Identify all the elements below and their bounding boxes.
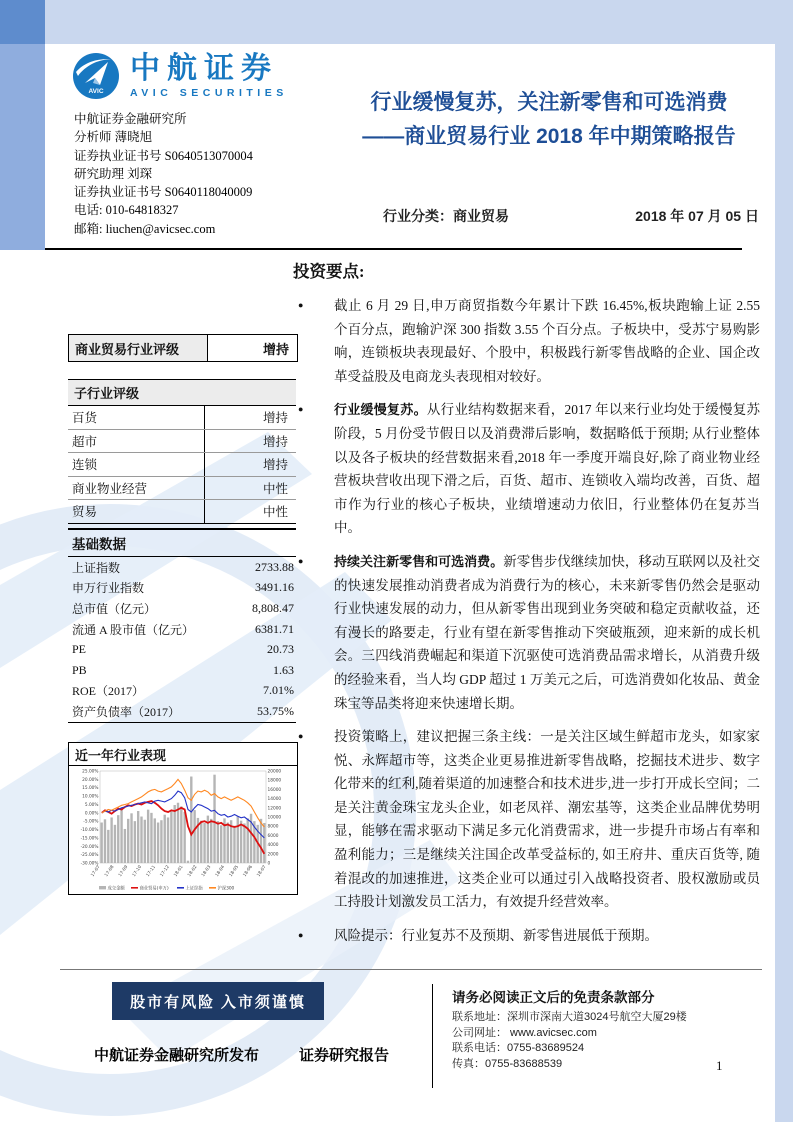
brand-name-en: AVIC SECURITIES: [130, 86, 288, 99]
analyst-line: 证券执业证书号 S0640513070004: [74, 148, 253, 163]
bullet-text: 投资策略上，建议把握三条主线：一是关注区域生鲜超市龙头，如家家悦、永辉超市等，这类企业更易推进新零售战略，挖掘技术进步、数字化带来的红利,随着渠道的加速整合和技术进步,进一步打开成长空间；二是关注黄金珠宝龙头企业，如老凤祥、潮宏基等，这类企业品牌优势明显，能够在需求驱动下满足多元化消费需求，进一步提升市场占有率和盈利能力；三是继续关注国企改革受益标的, 如王府井、重庆百货等, 随着混改的加速推进，这类企业可以通过引入战略投资者、股权激励或员工持股计划激发员工活力，有效提升经营效率。: [334, 729, 760, 910]
svg-text:6000: 6000: [267, 833, 279, 839]
analyst-line: 中航证券金融研究所: [74, 112, 187, 126]
svg-text:18-07: 18-07: [256, 864, 268, 878]
svg-text:17-08: 17-08: [104, 864, 116, 878]
row-label: 百货: [68, 406, 205, 429]
svg-text:18-04: 18-04: [214, 864, 227, 878]
table-row: [68, 598, 296, 619]
right-accent-stripe: [775, 44, 793, 1122]
svg-text:0: 0: [267, 861, 271, 867]
svg-text:18-02: 18-02: [187, 864, 199, 878]
svg-text:-10.00%: -10.00%: [80, 828, 99, 834]
header-divider: [45, 248, 742, 250]
sub-industry-rating-table: [68, 379, 296, 524]
bullet-text: 从行业结构数据来看，2017 年以来行业均处于缓慢复苏阶段，5 月份受节假日以及消费滞后影响，数据略低于预期; 从行业整体以及各子板块的经营数据来看,2018 年一季度开端良好,除了商业物业经营板块营收出现下滑之后，百货、超市、连锁收入端均改善，百货、超市作为行业的核心子板块，业绩增速动力依旧，行业整体仍在复苏当中。: [334, 402, 760, 536]
row-label: 连锁: [68, 453, 205, 476]
sub-rating-header: 子行业评级: [68, 379, 296, 406]
performance-chart-panel: [68, 742, 298, 895]
bullet-icon: ●: [298, 300, 304, 310]
svg-text:4000: 4000: [267, 843, 279, 849]
key-points-list: [293, 294, 760, 957]
brand-name-cn: 中航证券: [130, 51, 278, 85]
row-label: PB: [72, 662, 87, 677]
svg-text:18000: 18000: [267, 778, 282, 784]
table-row: [68, 578, 296, 599]
svg-text:-15.00%: -15.00%: [80, 836, 99, 842]
performance-chart: [69, 766, 294, 894]
svg-text:沪深300: 沪深300: [217, 886, 235, 892]
svg-text:16000: 16000: [267, 787, 282, 793]
bullet-icon: ●: [298, 929, 304, 940]
svg-text:8000: 8000: [267, 824, 279, 830]
key-points-heading: 投资要点:: [293, 262, 365, 281]
list-item: [293, 294, 760, 388]
table-row: [68, 453, 296, 477]
row-value: 中性: [262, 481, 288, 496]
svg-text:2000: 2000: [267, 852, 279, 858]
row-label: ROE（2017）: [72, 684, 145, 699]
bullet-text: 风险提示：行业复苏不及预期、新零售进展低于预期。: [334, 927, 658, 943]
row-value: 20.73: [267, 642, 294, 657]
row-value: 增持: [262, 434, 288, 449]
table-row: [68, 557, 296, 578]
bullet-lead: 行业缓慢复苏。: [334, 402, 427, 418]
table-row: [68, 477, 296, 501]
bullet-text: 新零售步伐继续加快，移动互联网以及社交的快速发展推动消费者成为消费行为的核心，未来新零售仍然会是驱动行业快速发展的动力，但从新零售出现到业务突破和稳定贡献收益，还有漫长的路要走，行业有望在新零售推动下突破瓶颈，迎来新的成长机会。三四线消费崛起和渠道下沉驱使可选消费品需求增长，从消费升级的经验来看，当人均 GDP 超过 1 万美元之后，可选消费如化妆品、黄金珠宝等品类将迎来快速增长期。: [334, 553, 760, 711]
analyst-line: 研究助理 刘琛: [74, 166, 153, 181]
row-value: 中性: [262, 505, 288, 520]
list-item: [293, 725, 760, 914]
table-row: [68, 660, 296, 681]
svg-text:5.00%: 5.00%: [84, 802, 99, 808]
svg-text:18-03: 18-03: [201, 864, 213, 878]
svg-text:25.00%: 25.00%: [82, 769, 99, 775]
report-type: 证券研究报告: [299, 1047, 390, 1064]
analyst-info: [74, 110, 319, 238]
svg-text:-25.00%: -25.00%: [80, 853, 99, 859]
row-value: 2733.88: [255, 559, 294, 574]
contact-fax: 传真：0755-83688539: [452, 1057, 563, 1070]
report-title: [325, 86, 773, 154]
table-row: [68, 430, 296, 454]
table-row: [68, 619, 296, 640]
analyst-line: 证券执业证书号 S0640118040009: [74, 185, 253, 200]
disclaimer-note: 请务必阅读正文后的免责条款部分: [452, 990, 655, 1005]
table-row: [68, 681, 296, 702]
svg-text:10000: 10000: [267, 815, 282, 821]
bullet-lead: 持续关注新零售和可选消费。: [334, 553, 504, 569]
report-date: 2018 年 07 月 05 日: [635, 208, 759, 224]
footer-vertical-divider: [432, 984, 433, 1088]
top-accent-bar: [45, 0, 793, 44]
bullet-icon: ●: [298, 404, 304, 415]
page-number: 1: [716, 1058, 723, 1073]
left-accent-stripe: [0, 44, 45, 250]
list-item: [293, 550, 760, 715]
svg-text:20.00%: 20.00%: [82, 777, 99, 783]
svg-text:商业贸易(申万): 商业贸易(申万): [139, 886, 169, 892]
svg-text:20000: 20000: [267, 769, 282, 775]
table-row: [68, 406, 296, 430]
risk-warning-box: 股市有风险 入市须谨慎: [112, 982, 324, 1020]
row-label: PE: [72, 642, 87, 657]
contact-address: 联系地址：深圳市深南大道3024号航空大厦29楼: [452, 1011, 687, 1023]
basic-data-table: [68, 528, 296, 723]
analyst-email: 邮箱: liuchen@avicsec.com: [74, 221, 216, 236]
table-row: [68, 701, 296, 722]
svg-text:17-12: 17-12: [159, 864, 171, 878]
row-value: 1.63: [273, 662, 294, 677]
industry-rating-label: 商业贸易行业评级: [69, 335, 208, 361]
body-footer-divider: [60, 969, 762, 970]
contact-website: 公司网址： www.avicsec.com: [452, 1026, 597, 1039]
row-label: 总市值（亿元）: [72, 601, 157, 616]
row-value: 3491.16: [255, 580, 294, 595]
report-meta-row: [325, 206, 773, 226]
row-value: 53.75%: [257, 703, 294, 718]
row-value: 增持: [262, 458, 288, 473]
chart-title: 近一年行业表现: [69, 743, 297, 766]
row-label: 流通 A 股市值（亿元）: [72, 622, 195, 637]
svg-text:10.00%: 10.00%: [82, 794, 99, 800]
table-bottom-rule: [68, 722, 296, 723]
table-row: [68, 639, 296, 660]
table-row: [68, 500, 296, 524]
bullet-text: 截止 6 月 29 日,申万商贸指数今年累计下跌 16.45%,板块跑输上证 2.55 个百分点，跑输沪深 300 指数 3.55 个百分点。子板块中，受苏宁易购影响，连锁板块表现最好、个股中，积极践行新零售战略的企业、国企改革受益股及电商龙头表现相对较好。: [334, 298, 760, 384]
svg-text:12000: 12000: [267, 806, 282, 812]
corner-accent-block: [0, 0, 45, 44]
report-title-line1: 行业缓慢复苏，关注新零售和可选消费: [370, 91, 728, 114]
row-value: 6381.71: [255, 621, 294, 636]
row-label: 商业物业经营: [68, 477, 205, 500]
row-label: 贸易: [68, 500, 205, 523]
svg-text:-20.00%: -20.00%: [80, 844, 99, 850]
bullet-icon: ●: [298, 555, 304, 566]
row-label: 资产负债率（2017）: [72, 704, 181, 719]
row-label: 申万行业指数: [72, 581, 145, 596]
svg-text:17-09: 17-09: [118, 864, 130, 878]
contact-info: [452, 1010, 687, 1072]
svg-text:成交金额: 成交金额: [107, 886, 125, 892]
svg-text:AVIC: AVIC: [88, 88, 104, 95]
analyst-phone: 电话: 010-64818327: [74, 203, 179, 218]
svg-text:17-11: 17-11: [145, 864, 157, 878]
publisher-name: 中航证券金融研究所发布: [94, 1047, 260, 1064]
publisher-line: [94, 1044, 389, 1065]
avic-logo-icon: [72, 52, 120, 100]
svg-text:上证综指: 上证综指: [185, 886, 203, 892]
svg-text:18-05: 18-05: [228, 864, 240, 878]
industry-rating-value: 增持: [262, 341, 289, 357]
row-label: 上证指数: [72, 560, 121, 575]
bullet-icon: ●: [298, 731, 304, 742]
contact-phone: 联系电话：0755-83689524: [452, 1042, 585, 1054]
svg-text:-5.00%: -5.00%: [83, 819, 99, 825]
svg-text:14000: 14000: [267, 797, 282, 803]
list-item: [293, 398, 760, 540]
svg-text:17-10: 17-10: [131, 864, 144, 878]
report-title-line2: ——商业贸易行业 2018 年中期策略报告: [362, 125, 736, 148]
row-value: 8,808.47: [252, 600, 294, 615]
row-value: 增持: [262, 411, 288, 426]
svg-text:18-06: 18-06: [242, 864, 254, 878]
svg-text:18-01: 18-01: [173, 864, 185, 878]
row-label: 超市: [68, 430, 205, 453]
industry-rating-table: [68, 334, 298, 362]
svg-text:17-07: 17-07: [90, 864, 102, 878]
brand-logo-row: [72, 52, 288, 100]
list-item: [293, 924, 760, 948]
row-value: 7.01%: [263, 683, 294, 698]
svg-text:15.00%: 15.00%: [82, 786, 99, 792]
industry-category: 行业分类：商业贸易: [383, 208, 509, 224]
analyst-line: 分析师 薄晓旭: [74, 130, 153, 145]
svg-text:0.00%: 0.00%: [84, 811, 99, 817]
svg-text:-30.00%: -30.00%: [80, 861, 99, 867]
basic-data-header: 基础数据: [68, 528, 296, 557]
